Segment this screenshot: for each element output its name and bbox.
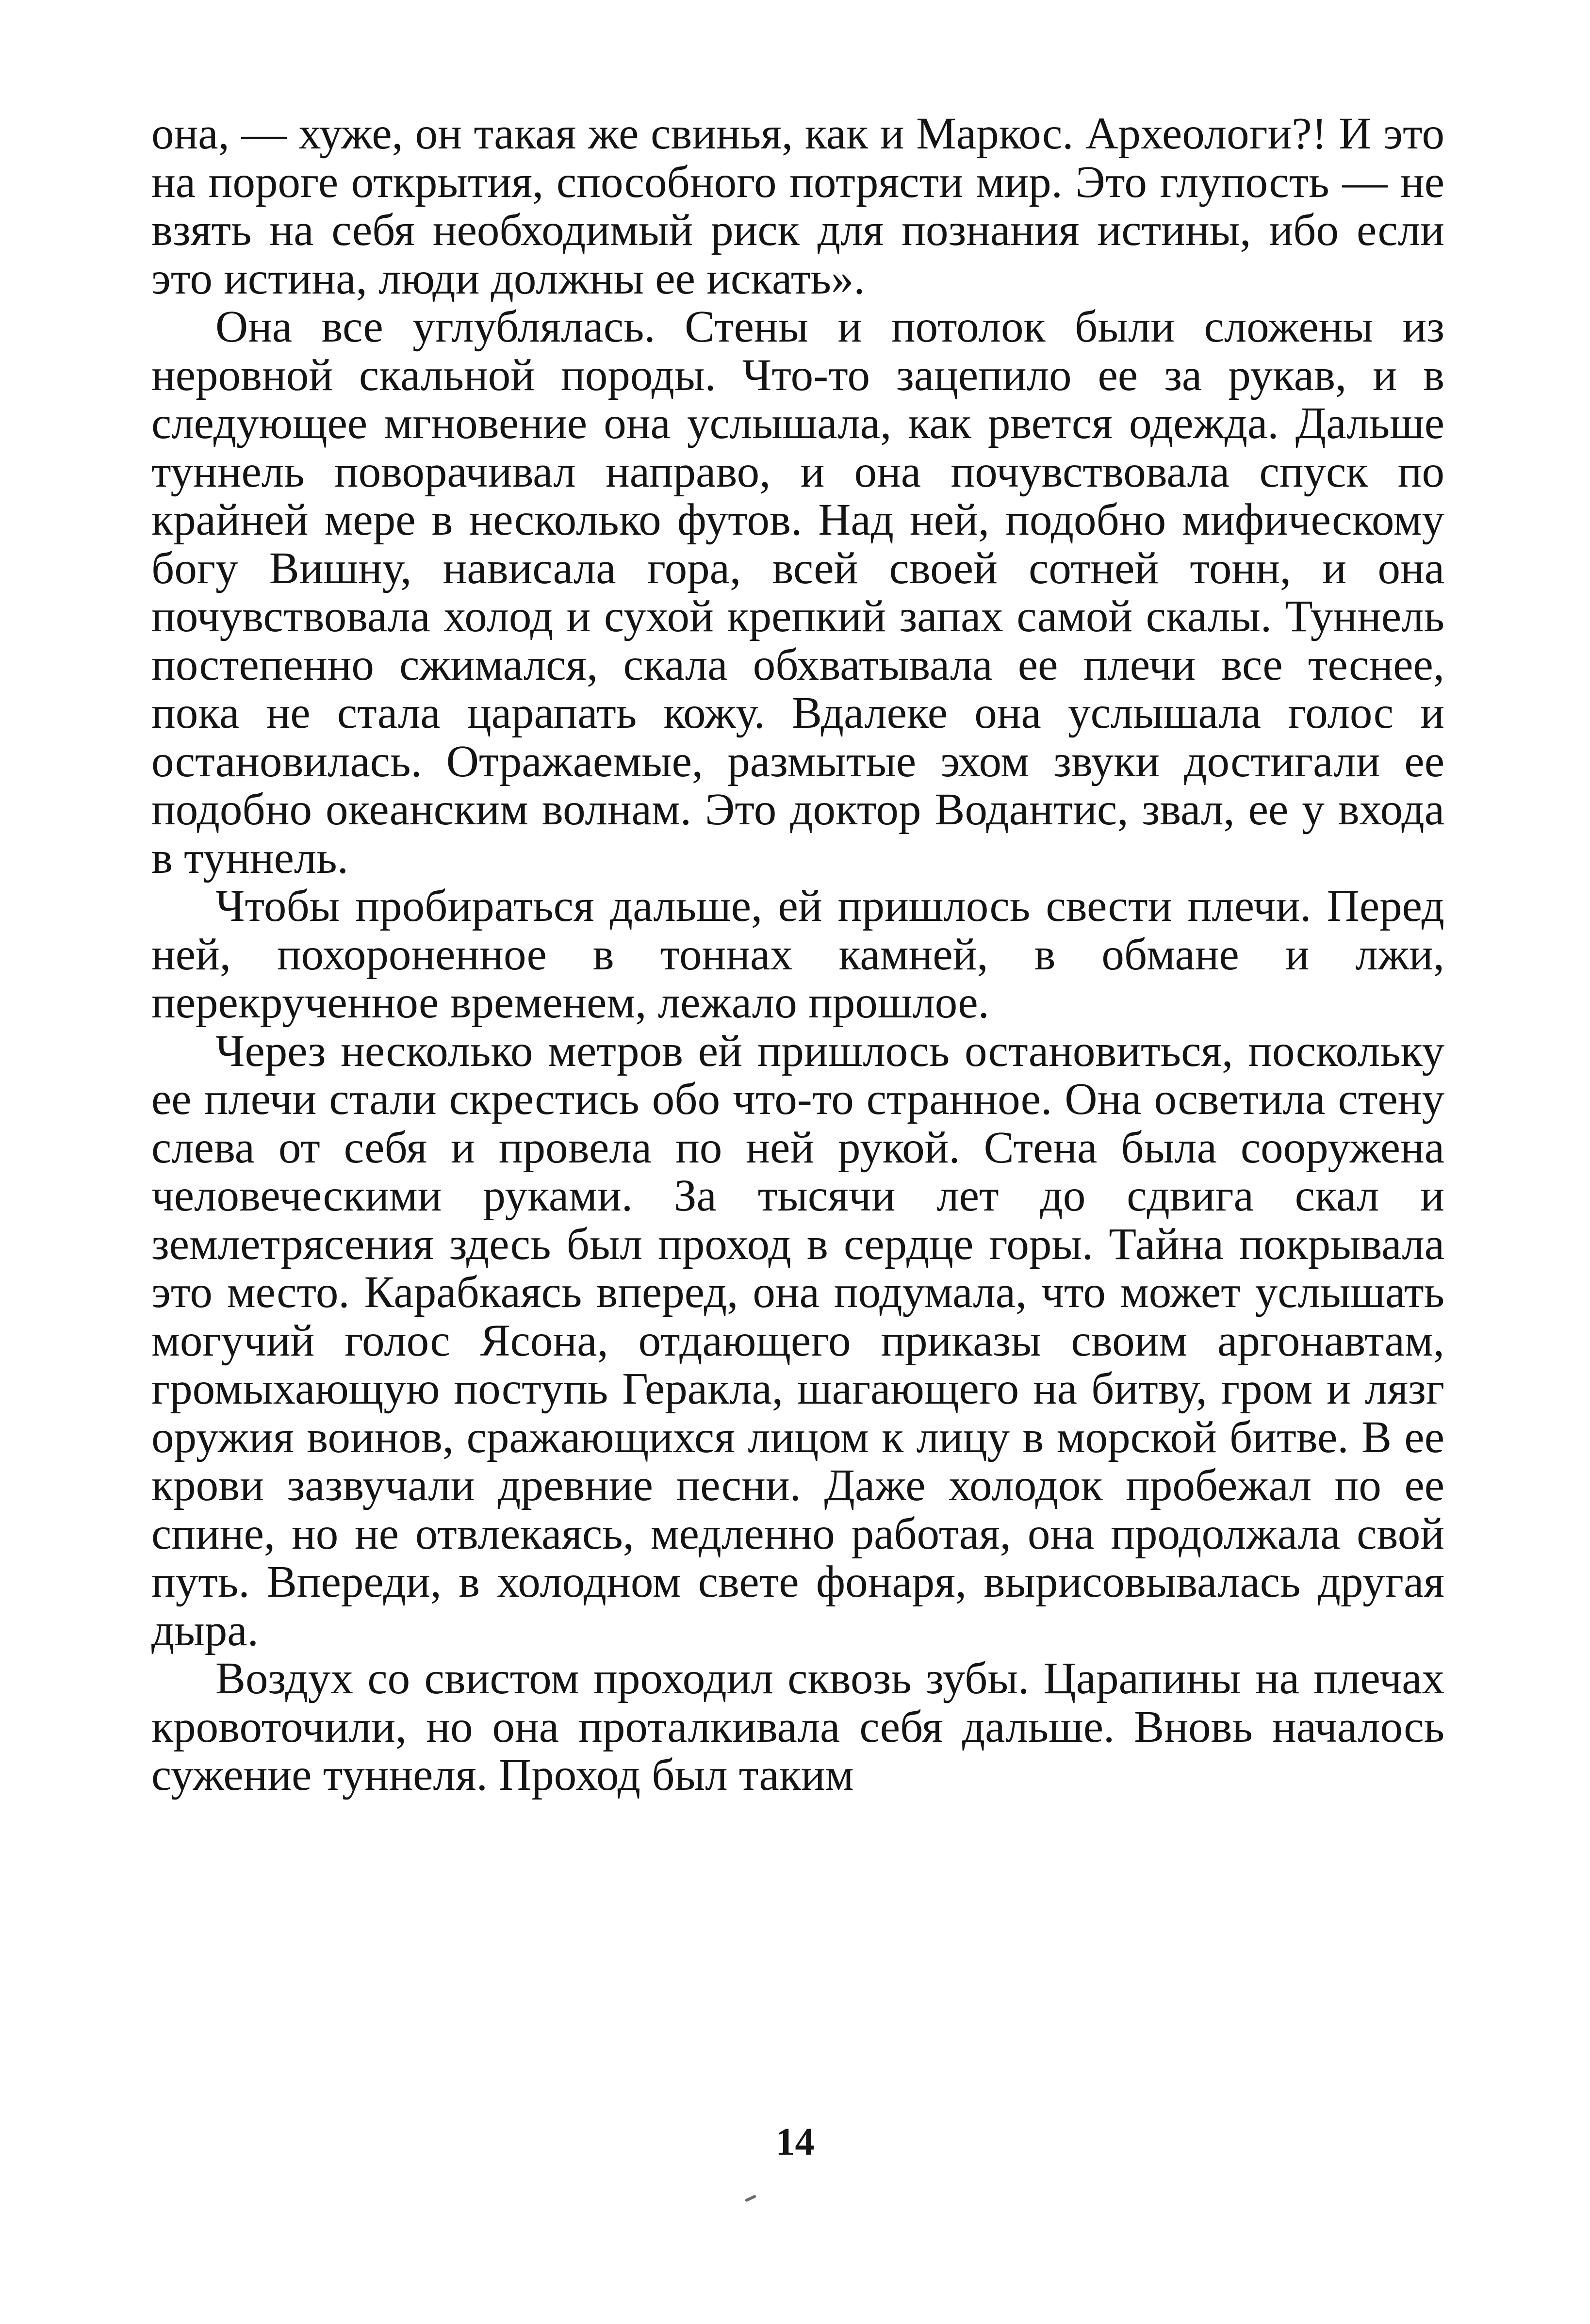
paragraph-5: Воздух со свистом проходил сквозь зубы. Царапины на плечах кровоточили, но она проталкивала себя дальше. Вновь началось сужение туннеля. Проход был таким (151, 1653, 1444, 1800)
scan-speck (745, 2194, 756, 2202)
paragraph-3: Чтобы пробираться дальше, ей пришлось свести плечи. Перед ней, похороненное в тоннах камней, в обмане и лжи, перекрученное временем, лежало прошлое. (151, 881, 1444, 1028)
page-number: 14 (775, 2121, 815, 2163)
paragraph-1: она, — хуже, он такая же свинья, как и Маркос. Археологи?! И это на пороге открытия, способного потрясти мир. Это глупость — не взять на себя необходимый риск для познания истины, ибо если это истина, люди должны ее искать». (151, 109, 1444, 304)
paragraph-4: Через несколько метров ей пришлось остановиться, поскольку ее плечи стали скрестись обо что-то странное. Она осветила стену слева от себя и провела по ней рукой. Стена была сооружена человеческими руками. За тысячи лет до сдвига скал и землетрясения здесь был проход в сердце горы. Тайна покрывала это место. Карабкаясь вперед, она подумала, что может услышать могучий голос Ясона, отдающего приказы своим аргонавтам, громыхающую поступь Геракла, шагающего на битву, гром и лязг оружия воинов, сражающихся лицом к лицу в морской битве. В ее крови зазвучали древние песни. Даже холодок пробежал по ее спине, но не отвлекаясь, медленно работая, она продолжала свой путь. Впереди, в холодном свете фонаря, вырисовывалась другая дыра. (151, 1026, 1444, 1655)
paragraph-2: Она все углублялась. Стены и потолок были сложены из неровной скальной породы. Что-то зацепило ее за рукав, и в следующее мгновение она услышала, как рвется одежда. Дальше туннель поворачивал направо, и она почувствовала спуск по крайней мере в несколько футов. Над ней, подобно мифическому богу Вишну, нависала гора, всей своей сотней тонн, и она почувствовала холод и сухой крепкий запах самой скалы. Туннель постепенно сжимался, скала обхватывала ее плечи все теснее, пока не стала царапать кожу. Вдалеке она услышала голос и остановилась. Отражаемые, размытые эхом звуки достигали ее подобно океанским волнам. Это доктор Водантис, звал, ее у входа в туннель. (151, 302, 1444, 883)
body-text (151, 110, 1444, 1800)
